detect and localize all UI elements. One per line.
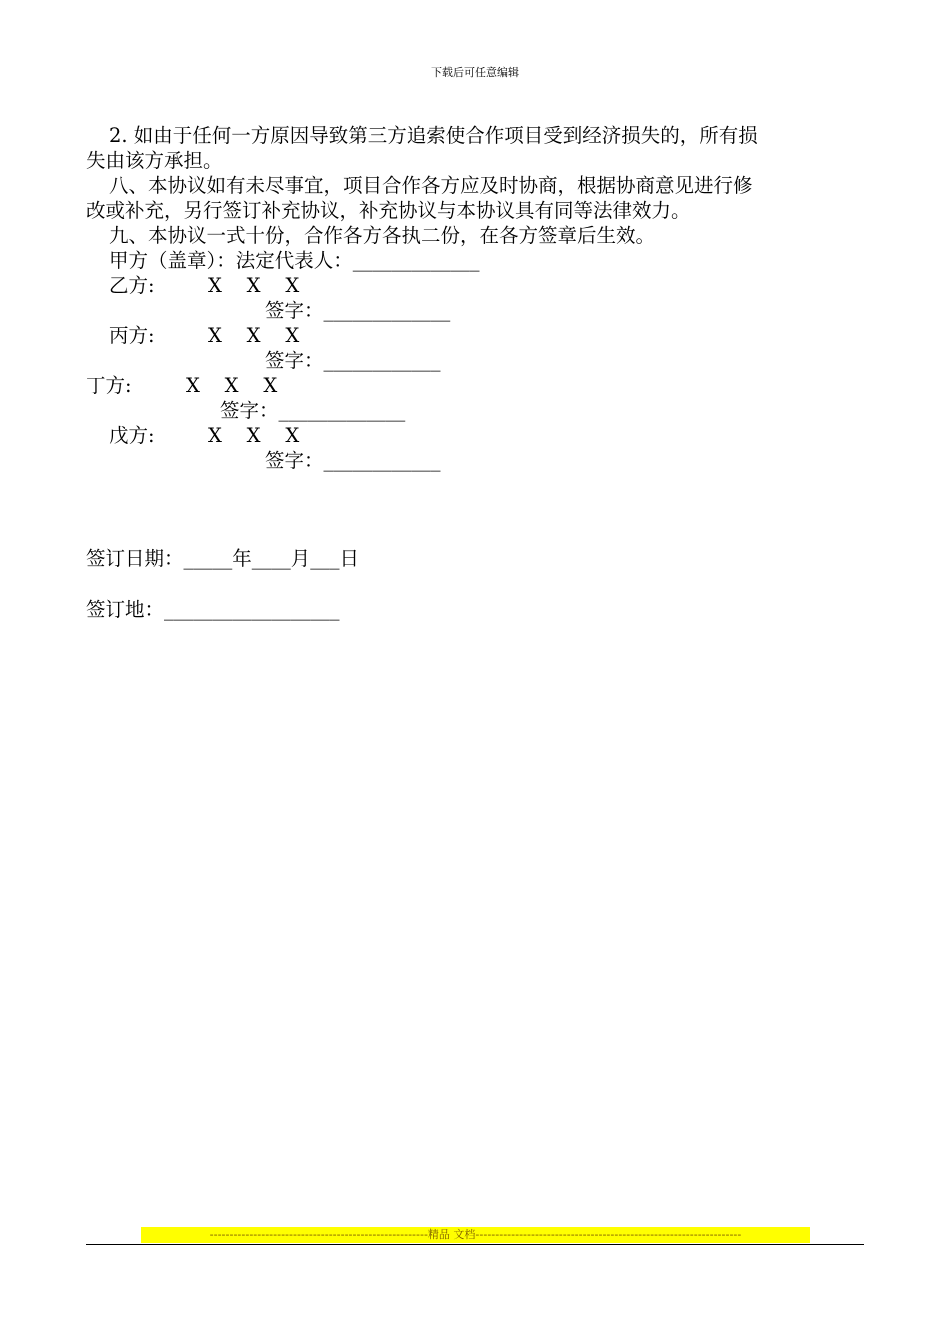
footer-divider xyxy=(86,1244,864,1245)
party-d-marks: X X X xyxy=(186,374,278,397)
party-d-sign-line: 签字：_____________ xyxy=(220,399,406,422)
clause-8-line-1: 八、本协议如有未尽事宜，项目合作各方应及时协商，根据协商意见进行修 xyxy=(109,174,753,197)
signing-date: 签订日期：_____年____月___日 xyxy=(86,547,360,570)
clause-8-line-2: 改或补充，另行签订补充协议，补充协议与本协议具有同等法律效力。 xyxy=(86,199,691,222)
clause-2-line-1: 2. 如由于任何一方原因导致第三方追索使合作项目受到经济损失的，所有损 xyxy=(109,124,758,147)
page-header: 下载后可任意编辑 xyxy=(431,66,519,79)
party-e-label: 戊方: xyxy=(109,424,155,447)
party-e-sign-line: 签字：____________ xyxy=(265,449,441,472)
party-b-sign-line: 签字：_____________ xyxy=(265,299,451,322)
party-b-label: 乙方: xyxy=(109,274,155,297)
footer-banner: -------------------------------------------------------精品 文档------------------------------------------------------------------- xyxy=(141,1227,810,1243)
party-e-marks: X X X xyxy=(208,424,300,447)
signing-place: 签订地：__________________ xyxy=(86,598,340,621)
party-d-label: 丁方: xyxy=(86,374,132,397)
party-a-signature-line: 甲方（盖章）：法定代表人：_____________ xyxy=(109,249,480,272)
party-c-sign-line: 签字：____________ xyxy=(265,349,441,372)
party-c-label: 丙方: xyxy=(109,324,155,347)
clause-9-line-1: 九、本协议一式十份，合作各方各执二份，在各方签章后生效。 xyxy=(109,224,656,247)
clause-2-line-2: 失由该方承担。 xyxy=(86,149,223,172)
party-c-marks: X X X xyxy=(208,324,300,347)
party-b-marks: X X X xyxy=(208,274,300,297)
